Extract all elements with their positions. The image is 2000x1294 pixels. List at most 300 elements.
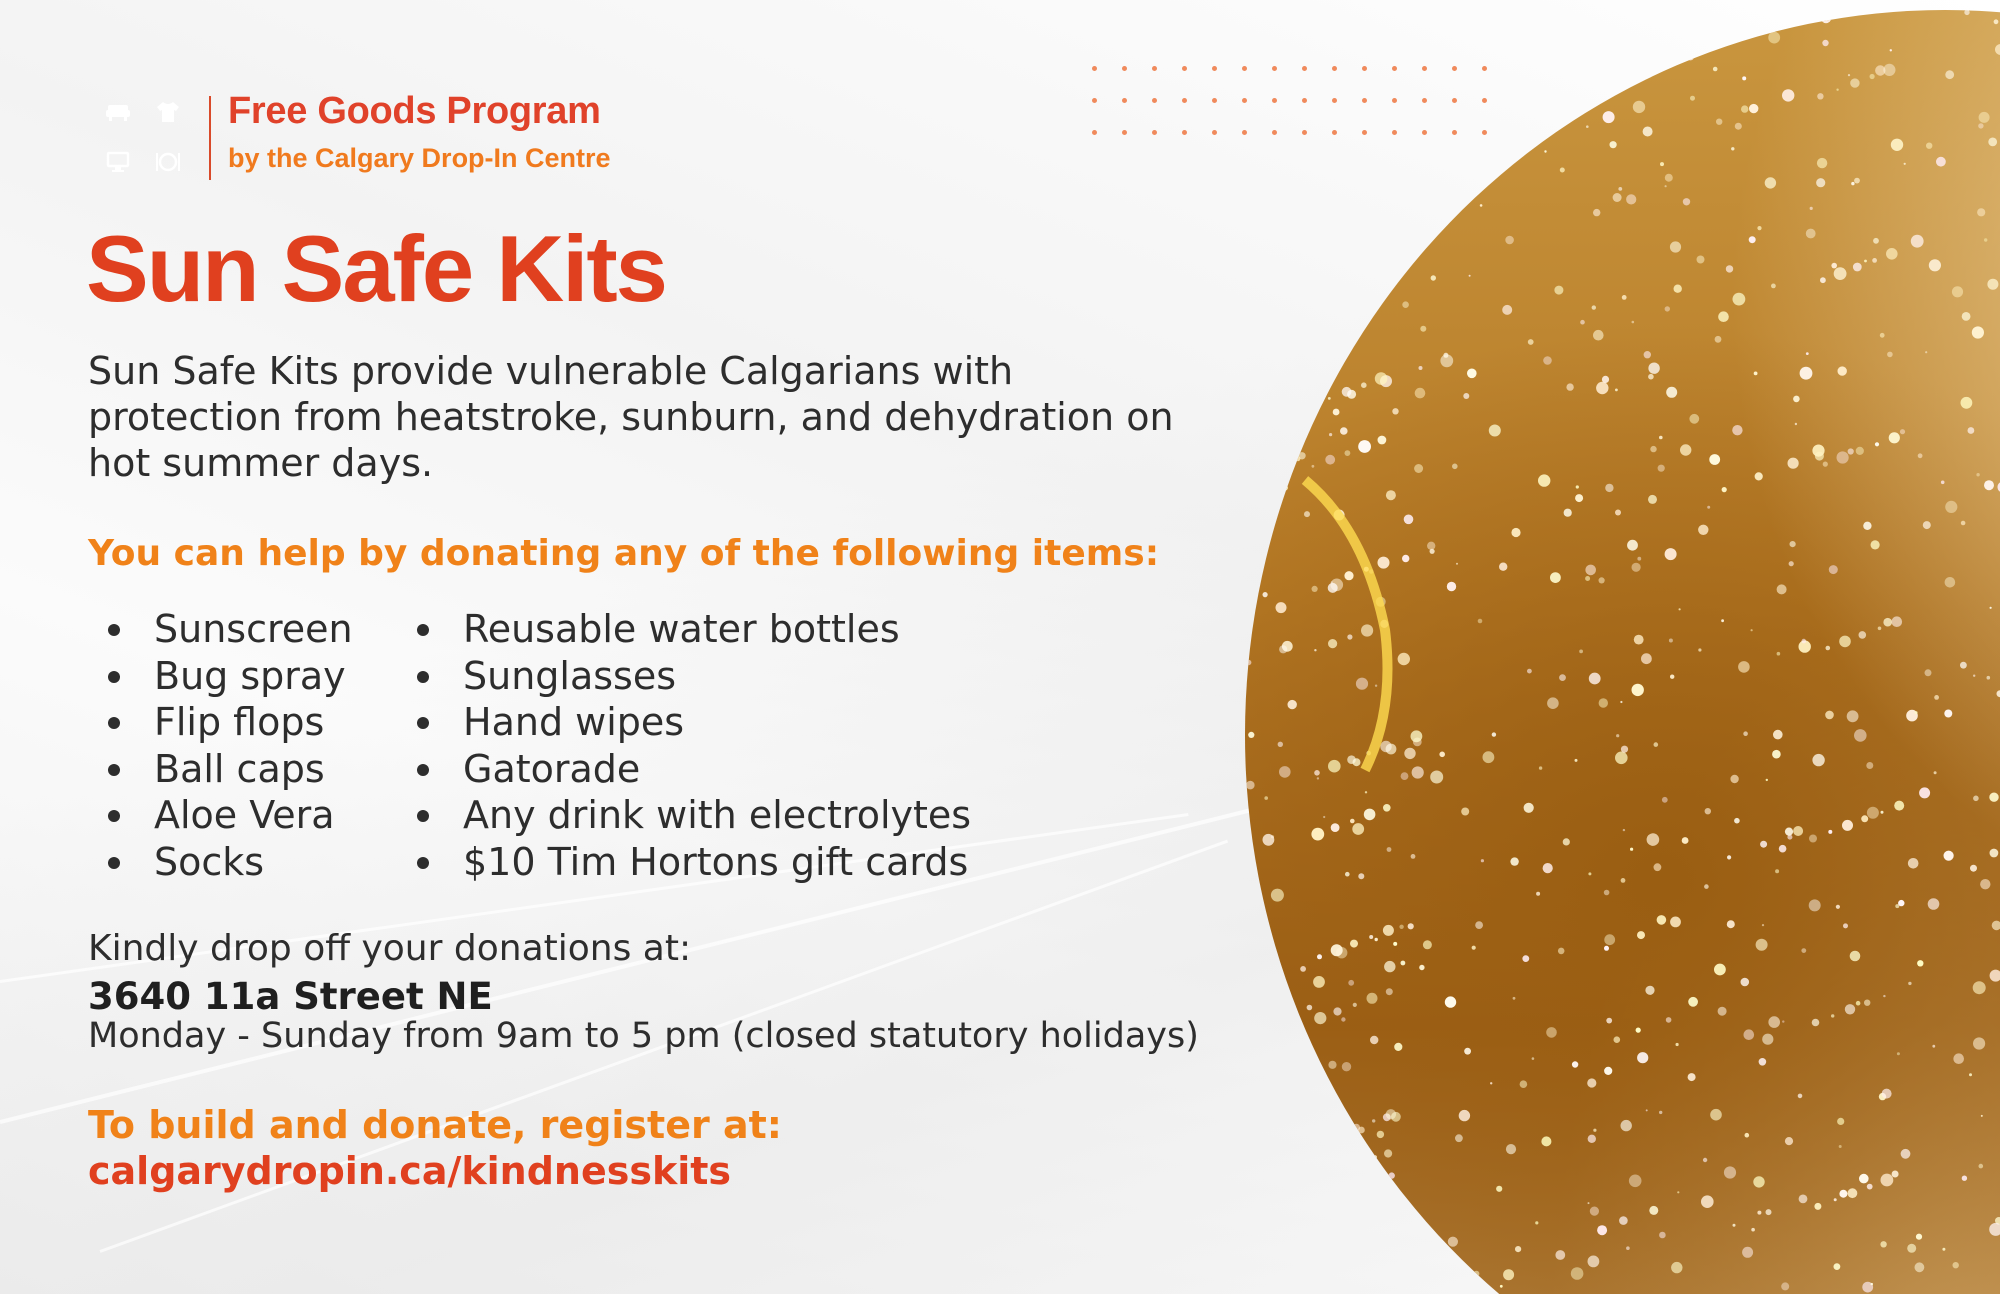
- sparkle: [1644, 351, 1651, 358]
- sparkle: [1469, 275, 1471, 277]
- sparkle: [1455, 1134, 1463, 1142]
- sparkle: [1483, 751, 1495, 763]
- sparkle: [1945, 577, 1956, 588]
- sparkle: [1543, 863, 1553, 873]
- sparkle: [1854, 729, 1867, 742]
- sparkle: [1345, 872, 1350, 877]
- list-item-label: Sunglasses: [463, 653, 677, 698]
- sparkle: [1710, 1109, 1722, 1121]
- sparkle: [1911, 235, 1924, 248]
- decor-dot: [1302, 98, 1307, 103]
- decor-dot: [1452, 130, 1457, 135]
- sparkle: [1934, 771, 1937, 774]
- sparkle: [1353, 1003, 1357, 1007]
- sparkle: [1386, 988, 1393, 995]
- sparkle: [1977, 208, 1985, 216]
- sparkle: [1513, 997, 1516, 1000]
- sparkle: [1245, 1119, 1257, 1131]
- sparkle: [1276, 602, 1287, 613]
- sparkle: [1592, 305, 1596, 309]
- sparkle: [1867, 1184, 1873, 1190]
- sparkle: [1367, 993, 1378, 1004]
- sparkle: [1762, 924, 1764, 926]
- sparkle: [1248, 985, 1255, 992]
- sparkle: [1823, 462, 1828, 467]
- sparkle: [1753, 1176, 1764, 1187]
- sparkle: [1386, 490, 1396, 500]
- sparkle: [1897, 1052, 1900, 1055]
- sparkle: [1345, 450, 1351, 456]
- list-item: [88, 792, 353, 839]
- sparkle: [1364, 809, 1376, 821]
- sparkle: [1615, 752, 1628, 765]
- sparkle: [1527, 669, 1532, 674]
- sparkle: [1258, 448, 1262, 452]
- sparkle: [1969, 1073, 1972, 1076]
- sparkle: [1383, 804, 1391, 812]
- sparkle: [1447, 582, 1456, 591]
- sparkle: [1680, 444, 1691, 455]
- bullet-icon: [417, 624, 429, 636]
- sparkle: [1401, 961, 1406, 966]
- sparkle: [1261, 930, 1270, 939]
- sparkle: [1478, 619, 1483, 624]
- sparkle: [1457, 166, 1466, 175]
- sparkle: [1814, 1203, 1821, 1210]
- sparkle: [1342, 1062, 1351, 1071]
- sparkle: [1393, 942, 1397, 946]
- sparkle: [1636, 1028, 1641, 1033]
- sparkle: [1304, 511, 1310, 517]
- sparkle: [1721, 619, 1724, 622]
- plate-icon: [146, 140, 190, 184]
- sparkle: [1859, 631, 1867, 639]
- sparkle: [1883, 618, 1892, 627]
- sparkle: [1842, 820, 1853, 831]
- list-item-label: Hand wipes: [463, 700, 685, 744]
- sparkle: [1714, 964, 1726, 976]
- sparkle: [1312, 1250, 1324, 1262]
- decor-dot: [1482, 98, 1487, 103]
- sparkle: [1839, 636, 1851, 648]
- sparkle: [1281, 484, 1288, 491]
- sparkle: [1604, 946, 1609, 951]
- computer-icon: [96, 140, 140, 184]
- sparkle: [1751, 629, 1753, 631]
- sparkle: [1793, 396, 1800, 403]
- sparkle: [1775, 869, 1779, 873]
- sparkle: [1942, 1248, 1945, 1251]
- sparkle: [1361, 261, 1363, 263]
- sparkle: [1300, 966, 1306, 972]
- sparkle: [1399, 925, 1403, 929]
- sparkle: [1847, 710, 1859, 722]
- decor-dot: [1482, 66, 1487, 71]
- sparkle: [1563, 838, 1570, 845]
- sparkle: [1317, 954, 1322, 959]
- sparkle: [1604, 934, 1615, 945]
- sparkle: [1788, 458, 1799, 469]
- sparkle: [1883, 64, 1895, 76]
- sparkle: [1923, 521, 1931, 529]
- sparkle: [1384, 1149, 1392, 1157]
- sparkle: [1831, 263, 1837, 269]
- sparkle: [1347, 634, 1352, 639]
- sparkle: [1312, 586, 1318, 592]
- sparkle: [1358, 873, 1364, 879]
- sparkle: [1472, 946, 1476, 950]
- sparkle: [1659, 1111, 1662, 1114]
- sparkle: [1686, 53, 1694, 61]
- sparkle: [1749, 236, 1756, 243]
- sparkle: [1522, 955, 1529, 962]
- sparkle: [1882, 1089, 1892, 1099]
- sparkle: [1864, 260, 1867, 263]
- sparkle: [1290, 1194, 1299, 1203]
- decor-dot: [1452, 98, 1457, 103]
- sparkle: [1826, 646, 1831, 651]
- decor-dot: [1422, 66, 1427, 71]
- sparkle: [1848, 448, 1854, 454]
- sparkle: [1423, 940, 1432, 949]
- sparkle: [1575, 494, 1583, 502]
- sparkle: [1665, 548, 1677, 560]
- sparkle: [1320, 322, 1323, 325]
- sparkle: [1762, 1034, 1773, 1045]
- decor-dot: [1302, 66, 1307, 71]
- sparkle: [1585, 565, 1596, 576]
- sparkle: [1941, 481, 1945, 485]
- sparkle: [1380, 741, 1391, 752]
- sparkle: [1659, 436, 1663, 440]
- decor-dot: [1242, 66, 1247, 71]
- light-streak: [1305, 480, 1388, 770]
- sparkle: [1333, 1007, 1341, 1015]
- sparkle: [1546, 1027, 1557, 1038]
- sparkle: [1845, 1004, 1855, 1014]
- sparkle: [1252, 1028, 1256, 1032]
- sparkle: [1809, 899, 1821, 911]
- cta-link[interactable]: calgarydropin.ca/kindnesskits: [88, 1149, 732, 1193]
- sparkle: [1925, 351, 1927, 353]
- sparkle: [1274, 277, 1283, 286]
- sparkle: [1657, 915, 1667, 925]
- sparkle: [1726, 265, 1733, 272]
- sparkle: [1964, 10, 1969, 15]
- sparkle: [1538, 474, 1550, 486]
- sparkle: [1870, 74, 1875, 79]
- sparkle: [1314, 770, 1320, 776]
- sparkle: [1641, 653, 1652, 664]
- sparkle: [1670, 917, 1681, 928]
- sparkle: [1961, 397, 1973, 409]
- decor-dot: [1212, 66, 1217, 71]
- sparkle: [1699, 10, 1703, 13]
- sparkle: [1908, 982, 1911, 985]
- sparkle: [1658, 465, 1665, 472]
- sparkle: [1984, 480, 1994, 490]
- sparkle: [1854, 178, 1860, 184]
- sparkle: [1334, 1128, 1345, 1139]
- list-item: [88, 746, 353, 793]
- bullet-icon: [108, 764, 120, 776]
- sparkle: [1587, 1078, 1596, 1087]
- sparkle: [1665, 174, 1673, 182]
- list-item-label: Gatorade: [463, 746, 641, 791]
- sparkle: [1875, 442, 1879, 446]
- sparkle: [1828, 830, 1832, 834]
- decor-dot: [1422, 98, 1427, 103]
- sparkle: [1495, 44, 1498, 47]
- sparkle: [1369, 1177, 1380, 1188]
- list-item-label: Aloe Vera: [154, 793, 335, 837]
- sparkle: [1319, 30, 1331, 42]
- sparkle: [1419, 366, 1423, 370]
- sparkle: [1989, 793, 1998, 802]
- sparkle: [1732, 425, 1742, 435]
- sparkle: [1934, 695, 1939, 700]
- sparkle: [1506, 1144, 1516, 1154]
- list-item-label: Reusable water bottles: [463, 607, 900, 651]
- sparkle: [1314, 1012, 1326, 1024]
- sparkle: [1917, 960, 1923, 966]
- sparkle: [1554, 286, 1563, 295]
- sparkle: [1610, 141, 1617, 148]
- bullet-icon: [108, 624, 120, 636]
- list-item: [88, 606, 353, 653]
- bullet-icon: [417, 717, 429, 729]
- sparkle: [1929, 259, 1941, 271]
- decor-dot: [1242, 130, 1247, 135]
- sparkle: [1285, 1135, 1295, 1145]
- sparkle: [1378, 194, 1380, 196]
- sparkle: [1670, 241, 1681, 252]
- sparkle: [1834, 1198, 1837, 1201]
- dropoff-address: 3640 11a Street NE: [88, 975, 493, 1018]
- sparkle: [1972, 326, 1984, 338]
- sparkle: [1665, 306, 1670, 311]
- sparkle: [1246, 471, 1254, 479]
- sparkle: [1615, 510, 1621, 516]
- sparkle: [1535, 1221, 1538, 1224]
- sparkle: [1515, 1246, 1521, 1252]
- sparkle: [1339, 203, 1349, 213]
- sparkle: [1754, 372, 1758, 376]
- sparkle: [1953, 1262, 1959, 1268]
- sparkle: [1245, 1272, 1252, 1281]
- sparkle: [1918, 453, 1923, 458]
- sparkle: [1467, 369, 1477, 379]
- sparkle: [1368, 44, 1380, 56]
- sparkle: [1528, 339, 1534, 345]
- sparkle: [1919, 787, 1930, 798]
- sparkle: [1988, 138, 1997, 147]
- decor-dot: [1302, 130, 1307, 135]
- sparkle: [1839, 1190, 1847, 1198]
- sparkle: [1645, 986, 1654, 995]
- bullet-icon: [417, 764, 429, 776]
- sparkle: [1340, 427, 1348, 435]
- sparkle: [1742, 76, 1746, 80]
- sparkle: [1654, 863, 1662, 871]
- sparkle: [1621, 1120, 1632, 1131]
- sparkle: [1705, 808, 1711, 814]
- sparkle: [1380, 12, 1382, 14]
- sparkle: [1901, 1149, 1911, 1159]
- sparkle: [1995, 44, 2000, 55]
- sparkle: [1925, 669, 1932, 676]
- sparkle: [1733, 293, 1746, 306]
- sparkle: [1637, 1052, 1648, 1063]
- sparkle: [1303, 1206, 1308, 1211]
- sparkle: [1297, 295, 1301, 299]
- sparkle: [1245, 412, 1250, 422]
- sparkle: [1994, 19, 1999, 24]
- sparkle: [1630, 848, 1633, 851]
- sparkle: [1384, 961, 1395, 972]
- sparkle: [1394, 1043, 1402, 1051]
- sparkle: [1622, 295, 1627, 300]
- decor-dot: [1242, 98, 1247, 103]
- list-item-label: $10 Tim Hortons gift cards: [463, 839, 969, 884]
- sparkle: [1926, 143, 1932, 149]
- sparkle: [1588, 1202, 1590, 1204]
- bullet-icon: [108, 671, 120, 683]
- sparkle: [1373, 1155, 1377, 1159]
- sparkle: [1821, 13, 1832, 24]
- sparkle: [1669, 639, 1673, 643]
- sparkle: [1741, 105, 1748, 112]
- sparkle: [1648, 363, 1659, 374]
- sparkle: [1789, 561, 1794, 566]
- sparkle: [1682, 837, 1689, 844]
- sparkle: [1245, 637, 1249, 644]
- sparkle: [1303, 33, 1311, 41]
- sparkle: [1689, 414, 1699, 424]
- sparkle: [1593, 209, 1600, 216]
- sparkle: [1386, 1109, 1396, 1119]
- sparkle: [1341, 1017, 1345, 1021]
- sparkle: [1698, 525, 1708, 535]
- sparkle: [1499, 563, 1507, 571]
- sparkle: [1606, 1018, 1612, 1024]
- sparkle: [1389, 1172, 1395, 1178]
- sparkle: [1550, 572, 1561, 583]
- sparkle: [1263, 592, 1268, 597]
- sparkle: [1257, 224, 1263, 230]
- sparkle: [1328, 397, 1331, 400]
- sparkle: [1245, 1243, 1250, 1248]
- sparkle: [1387, 847, 1392, 852]
- sparkle: [1265, 543, 1268, 546]
- decor-dot: [1272, 98, 1277, 103]
- sparkle: [1428, 223, 1432, 227]
- sparkle: [1372, 1119, 1375, 1122]
- sparkle: [1619, 1216, 1628, 1225]
- sparkle: [1615, 389, 1618, 392]
- sparkle: [1278, 742, 1283, 747]
- sparkle: [1973, 796, 1979, 802]
- list-item: [88, 653, 353, 700]
- sparkle: [1900, 429, 1905, 434]
- sparkle: [1806, 229, 1816, 239]
- sparkle: [1473, 1271, 1479, 1277]
- sparkle: [1588, 872, 1591, 875]
- sparkle: [1731, 147, 1734, 150]
- decor-dot: [1482, 130, 1487, 135]
- sparkle: [1626, 1246, 1630, 1250]
- sparkle: [1328, 760, 1341, 773]
- sparkle: [1496, 1186, 1502, 1192]
- sparkle: [1328, 583, 1338, 593]
- sparkle: [1356, 678, 1368, 690]
- sparkle: [1871, 540, 1880, 549]
- sparkle: [1718, 311, 1729, 322]
- sparkle: [1463, 393, 1469, 399]
- sparkle: [1375, 372, 1388, 385]
- sparkle: [1349, 220, 1352, 223]
- sparkle: [1340, 239, 1351, 250]
- sparkle: [1907, 1244, 1916, 1253]
- sparkle: [1715, 336, 1722, 343]
- sparkle: [1734, 818, 1740, 824]
- sparkle: [1978, 123, 1983, 128]
- sparkle: [1831, 1014, 1834, 1017]
- sparkle: [1308, 225, 1312, 229]
- sparkle: [1795, 423, 1797, 425]
- decor-dot: [1392, 98, 1397, 103]
- sparkle: [1716, 119, 1722, 125]
- sparkle: [1263, 834, 1275, 846]
- sparkle: [1662, 797, 1668, 803]
- sparkle: [1979, 112, 1990, 123]
- sparkle: [1749, 104, 1758, 113]
- decor-dot: [1152, 66, 1157, 71]
- sparkle: [1593, 330, 1604, 341]
- sparkle: [1599, 577, 1605, 583]
- sparkle: [1880, 333, 1885, 338]
- intro-text: Sun Safe Kits provide vulnerable Calgarians with protection from heatstroke, sunburn, and dehydration on hot summer days.: [88, 349, 1174, 485]
- sparkle: [1580, 320, 1585, 325]
- sparkle: [1260, 1083, 1265, 1088]
- sparkle: [1602, 376, 1609, 383]
- decor-dot: [1092, 66, 1097, 71]
- sparkles: [1245, 10, 2000, 1294]
- bullet-icon: [417, 671, 429, 683]
- sparkle: [1296, 456, 1301, 461]
- sparkle: [1397, 186, 1406, 195]
- decor-dot: [1182, 130, 1187, 135]
- sparkle: [1431, 275, 1436, 280]
- list-item: [397, 839, 971, 886]
- sparkle: [1430, 771, 1443, 784]
- sparkle: [1620, 701, 1622, 703]
- sparkle: [1626, 194, 1636, 204]
- sparkle: [1481, 859, 1484, 862]
- sparkle: [1448, 10, 1452, 14]
- sparkle: [1559, 674, 1566, 681]
- sparkle: [1760, 841, 1767, 848]
- sparkle: [1357, 238, 1361, 242]
- sparkle: [1309, 402, 1316, 409]
- sparkle: [1856, 1001, 1861, 1006]
- sparkling-water-photo: [1245, 10, 2000, 1294]
- sparkle: [1704, 884, 1709, 889]
- decor-dot: [1152, 98, 1157, 103]
- decor-dot: [1092, 130, 1097, 135]
- decor-dot: [1392, 130, 1397, 135]
- list-item: [397, 792, 971, 839]
